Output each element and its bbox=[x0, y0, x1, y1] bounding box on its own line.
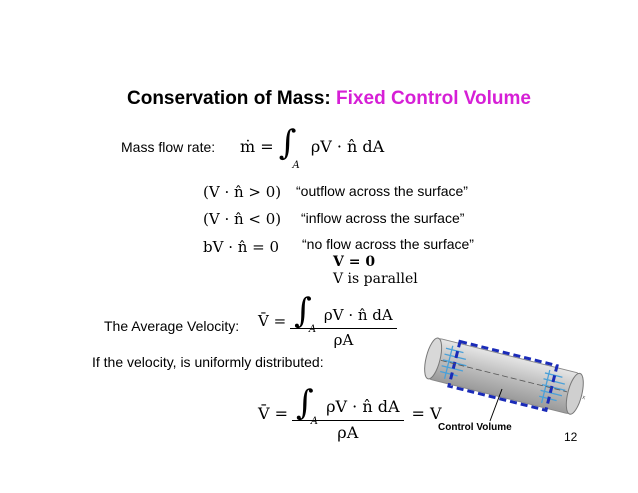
mass-flow-integral-sub: A bbox=[292, 160, 300, 171]
average-velocity-numerator: ρV · n̂ dA bbox=[323, 306, 393, 324]
condition-desc-outflow: “outflow across the surface” bbox=[296, 183, 468, 199]
no-flow-case-parallel: V is parallel bbox=[333, 271, 418, 287]
uniform-integral-sub: A bbox=[310, 416, 318, 427]
condition-desc-noflow: “no flow across the surface” bbox=[302, 236, 474, 252]
page-number: 12 bbox=[564, 430, 578, 444]
mass-flow-integrand: ρV · n̂ dA bbox=[310, 137, 385, 156]
average-velocity-fraction bbox=[290, 292, 397, 349]
mass-flow-label: Mass flow rate: bbox=[121, 139, 216, 155]
uniform-equation bbox=[258, 384, 442, 442]
condition-expr-inflow: (V · n̂ < 0) bbox=[203, 210, 282, 228]
integral-sign-icon: ∫ bbox=[278, 123, 297, 163]
control-volume-figure bbox=[418, 325, 588, 435]
uniform-denominator: ρA bbox=[337, 423, 359, 442]
average-velocity-lhs: V̄ = bbox=[258, 311, 287, 330]
average-velocity-equation bbox=[258, 292, 397, 349]
no-flow-case-zero: V = 0 bbox=[333, 254, 376, 270]
condition-desc-inflow: “inflow across the surface” bbox=[301, 210, 465, 226]
pipe-group bbox=[421, 334, 588, 418]
control-volume-caption: Control Volume bbox=[438, 422, 512, 433]
mass-flow-lhs: ṁ = bbox=[240, 137, 274, 156]
uniform-rhs: = V bbox=[411, 403, 442, 423]
uniform-numerator: ρV · n̂ dA bbox=[326, 397, 400, 416]
integral-sign-icon: ∫ bbox=[294, 291, 312, 331]
axis-x-mark: x bbox=[581, 394, 586, 402]
condition-expr-noflow: bV · n̂ = 0 bbox=[203, 238, 280, 256]
slide-title bbox=[127, 88, 531, 110]
integral-sign-icon: ∫ bbox=[296, 383, 314, 423]
uniform-fraction bbox=[292, 384, 403, 442]
average-velocity-denominator: ρA bbox=[333, 331, 354, 349]
title-main: Conservation of Mass: bbox=[127, 88, 331, 109]
title-accent: Fixed Control Volume bbox=[336, 88, 531, 109]
average-velocity-label: The Average Velocity: bbox=[104, 318, 240, 334]
condition-expr-outflow: (V · n̂ > 0) bbox=[203, 183, 282, 201]
uniform-lhs: V̄ = bbox=[258, 403, 289, 423]
uniform-label: If the velocity, is uniformly distributed: bbox=[92, 354, 324, 370]
average-velocity-integral-sub: A bbox=[308, 324, 317, 335]
mass-flow-equation bbox=[240, 123, 385, 171]
